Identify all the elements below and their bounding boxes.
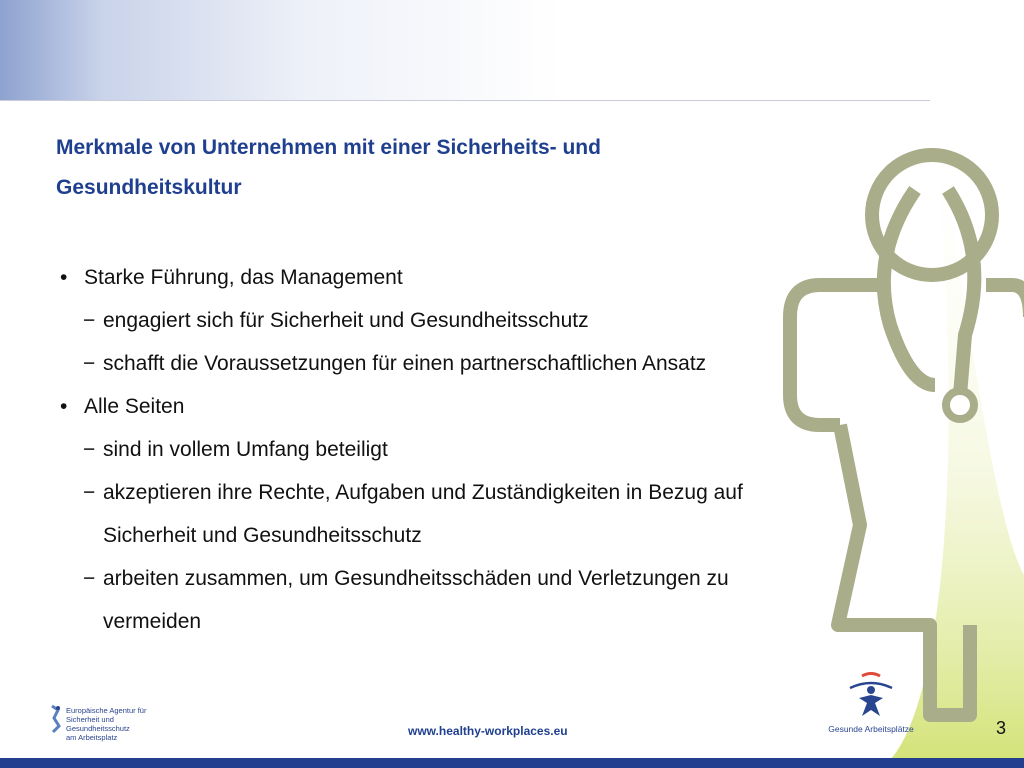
agency-name-line2: Sicherheit und Gesundheitsschutz xyxy=(66,715,130,733)
sub-bullet-text: engagiert sich für Sicherheit und Gesundheitsschutz xyxy=(103,309,589,332)
bullet-item xyxy=(60,385,920,428)
bullet-marker: • xyxy=(60,395,68,418)
sub-bullet-text: vermeiden xyxy=(103,610,202,633)
bullet-item xyxy=(60,256,920,299)
sub-bullet-item xyxy=(60,428,920,471)
slide-title-line1: Merkmale von Unternehmen mit einer Sicherheits- und xyxy=(56,136,601,159)
sub-bullet-text: sind in vollem Umfang beteiligt xyxy=(103,438,388,461)
footer-bar xyxy=(0,758,1024,768)
dash-marker: − xyxy=(83,352,96,375)
sub-bullet-continuation xyxy=(60,600,920,643)
dash-marker: − xyxy=(83,567,96,590)
sub-bullet-text: akzeptieren ihre Rechte, Aufgaben und Zuständigkeiten in Bezug auf xyxy=(103,481,743,504)
sub-bullet-item xyxy=(60,557,920,600)
slide-title xyxy=(56,128,816,208)
sub-bullet-text: Sicherheit und Gesundheitsschutz xyxy=(103,524,422,547)
sub-bullet-item xyxy=(60,299,920,342)
dash-marker: − xyxy=(83,481,96,504)
bullet-text: Alle Seiten xyxy=(84,395,185,418)
sub-bullet-text: schafft die Voraussetzungen für einen partnerschaftlichen Ansatz xyxy=(103,352,707,375)
campaign-logo[interactable] xyxy=(826,668,916,740)
page-number: 3 xyxy=(996,718,1007,738)
bullet-text: Starke Führung, das Management xyxy=(84,266,403,289)
slide-title-line2: Gesundheitskultur xyxy=(56,176,242,199)
sub-bullet-item xyxy=(60,342,920,385)
agency-logo[interactable] xyxy=(48,704,178,740)
campaign-name: Gesunde Arbeitsplätze xyxy=(828,724,914,734)
sub-bullet-continuation xyxy=(60,514,920,557)
agency-name xyxy=(66,706,178,742)
sub-bullet-item xyxy=(60,471,920,514)
dash-marker: − xyxy=(83,438,96,461)
campaign-logo-icon xyxy=(826,668,916,724)
bullet-list xyxy=(60,256,920,643)
dash-marker: − xyxy=(83,309,96,332)
footer-url-link[interactable]: www.healthy-workplaces.eu xyxy=(408,724,568,738)
top-gradient-band xyxy=(0,0,1024,100)
agency-name-line3: am Arbeitsplatz xyxy=(66,733,118,742)
sub-bullet-text: arbeiten zusammen, um Gesundheitsschäden und Verletzungen zu xyxy=(103,567,729,590)
bullet-marker: • xyxy=(60,266,68,289)
agency-logo-icon xyxy=(48,704,64,734)
agency-name-line1: Europäische Agentur für xyxy=(66,706,147,715)
